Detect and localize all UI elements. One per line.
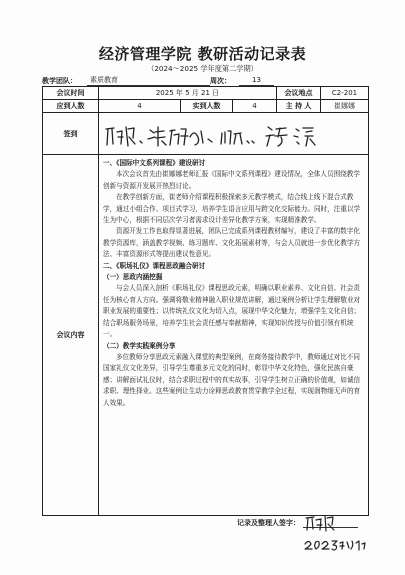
sign-in-label: 签到 [43, 113, 99, 155]
content-paragraph: 在教学创新方面，崔老师介绍课程积极探索多元教学模式，结合线上线下混合式教学，通过小组合作、项目式学习，培养学生语言应用与跨文化交际能力。同时，注重以学生为中心，根据不同层次学习者需求设计差异化教学方案，实现精准教学。 [103, 193, 361, 225]
week-value: 13 [239, 75, 274, 86]
sign-in-signatures [99, 113, 369, 155]
meeting-time-value: 2025 年 5 月 21 日 [99, 87, 277, 100]
recorder-signature-and-date [302, 514, 372, 554]
expected-count-value: 4 [99, 100, 181, 113]
content-heading: 二、《职场礼仪》课程思政融合研讨 [103, 261, 206, 270]
content-paragraph: 多位教师分享思政元素融入课堂的典型案例，在商务接待教学中，教师通过对比不同国家礼仪文化差异，引导学生尊重多元文化的同时，彰显中华文化特色，强化民族自豪感；讲解面试礼仪时，结合求职过程中的真实故事，引导学生树立正确的价值观，如诚信求职、理性择业。这些案例让生动力诠释思政教育贯穿教学全过程，实现润物细无声的育人效果。 [103, 352, 361, 407]
handwritten-signatures [100, 117, 368, 151]
team-label: 教学团队： [42, 77, 77, 85]
content-heading: （一）思政内涵挖掘 [103, 273, 163, 282]
meeting-time-label: 会议时间 [43, 87, 99, 100]
recorder-signature-label: 记录及整理人签字： [237, 519, 300, 527]
record-table [42, 86, 369, 516]
expected-count-label: 应到人数 [43, 100, 99, 113]
content-heading: （二）教学实践案例分享 [103, 341, 176, 350]
content-heading: 一、《国际中文系列课程》建设研讨 [103, 159, 206, 167]
meeting-place-value: C2-201 [321, 87, 369, 100]
team-value: 素质教育 [87, 75, 210, 86]
meeting-content-row [43, 155, 369, 516]
meeting-time-row [43, 87, 369, 100]
sign-in-row [43, 113, 369, 155]
week-label: 周次： [210, 77, 231, 85]
content-paragraph: 本次会议首先由崔娜娜老师汇报《国际中文系列课程》建设情况，全体人员围绕教学创新与资源开发展开热烈讨论。 [103, 170, 360, 190]
content-paragraph: 资源开发工作也取得显著进展，团队已完成系列课程教材编写，建设了丰富的数字化教学资源库，涵盖教学视频、练习题库、文化拓展素材等，与会人员就进一步优化教学方法、丰富资源形式等提出建议性意见。 [103, 227, 361, 259]
actual-count-label: 实到人数 [181, 100, 233, 113]
host-label: 主 持 人 [277, 100, 321, 113]
meeting-place-label: 会议地点 [277, 87, 321, 100]
document-title: 经济管理学院 教研活动记录表 [98, 45, 307, 63]
actual-count-value: 4 [233, 100, 277, 113]
meeting-content-text [99, 155, 369, 516]
content-paragraph: 与会人员深入剖析《职场礼仪》课程思政元素，明确以职业素养、文化自信、社会责任为核心育人方向。强调将敬业精神融入职业规范讲解，通过案例分析让学生理解敬业对职业发展的重要性；以传统礼仪文化为切入点，展现中华文化魅力，增强学生文化自信；结合职场服务场景，培养学生社会责任感与奉献精神，实现知识传授与价值引领有机统一。 [103, 284, 361, 339]
attendance-row [43, 100, 369, 113]
host-value: 崔娜娜 [321, 100, 369, 113]
content-body [103, 158, 364, 409]
document-subtitle: （2024～2025 学年度第二学期） [147, 64, 258, 73]
meeting-content-label: 会议内容 [43, 155, 99, 516]
